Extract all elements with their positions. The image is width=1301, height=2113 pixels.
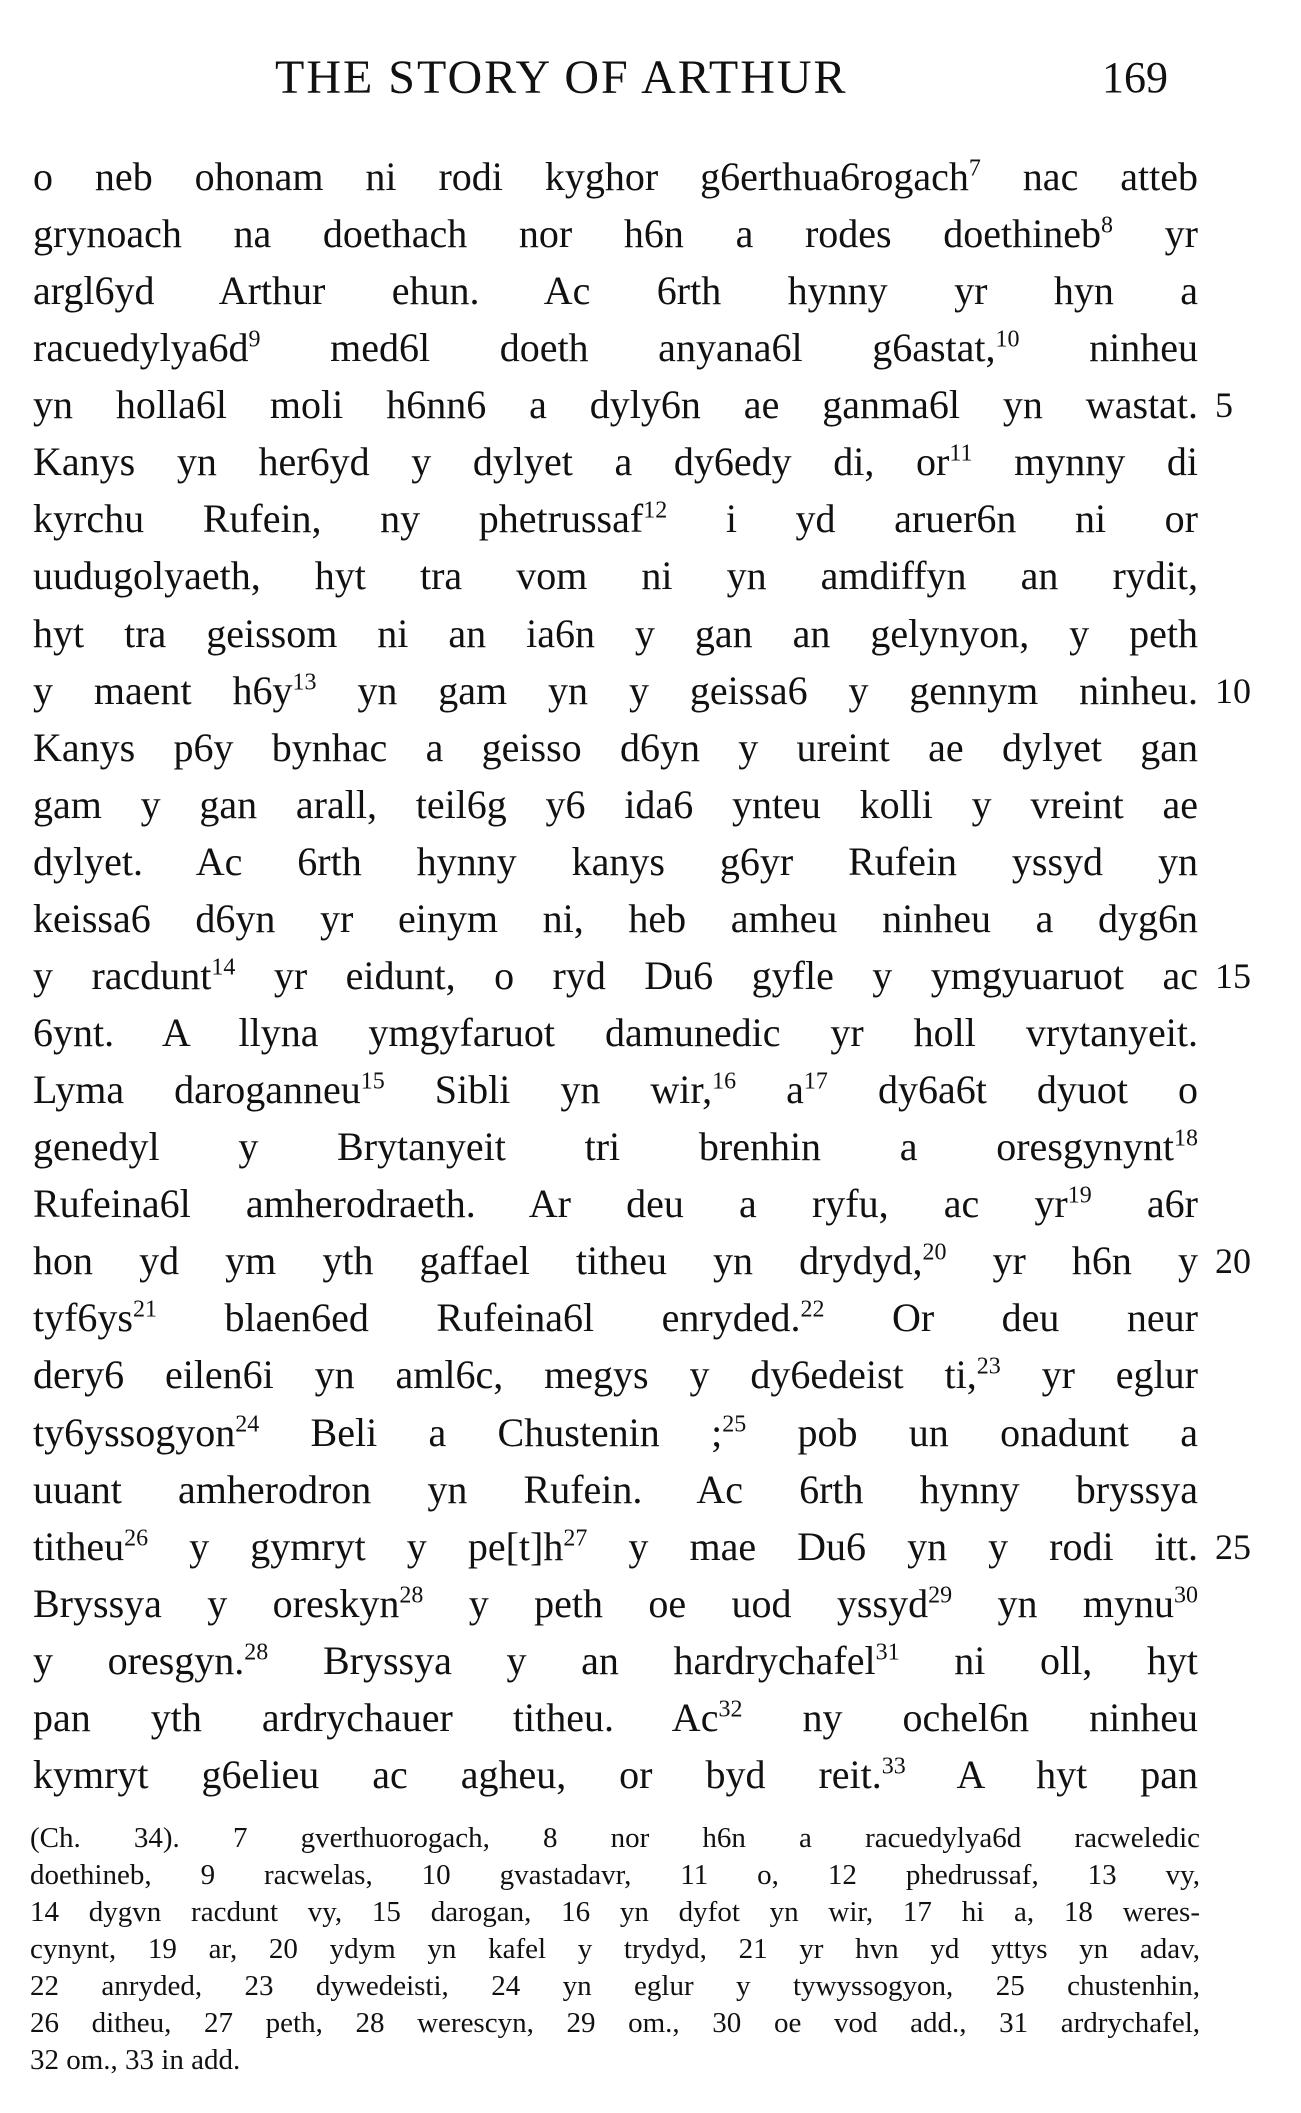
text-segment: pob un onadunt a [746,1410,1198,1455]
note-line: 26 ditheu, 27 peth, 28 werescyn, 29 om., 30 oe vod add., 31 ardrychafel, [30,2007,1200,2039]
text-segment: dylyet. Ac 6rth hynny kanys g6yr Rufein yssyd yn [33,839,1198,884]
text-line [33,490,1198,548]
text-segment: genedyl y Brytanyeit tri brenhin a oresgynynt [33,1124,1174,1169]
footnote-marker: 33 [881,1753,906,1780]
text-line [33,205,1198,263]
page-number: 169 [1102,53,1168,102]
text-segment: y gymryt y pe[t]h [148,1524,564,1569]
note-line: cynynt, 19 ar, 20 ydym yn kafel y trydyd, 21 yr hvn yd yttys yn adav, [30,1933,1200,1965]
footnote-marker: 16 [712,1068,737,1095]
footnote-marker: 19 [1067,1182,1092,1209]
text-line [33,776,1198,834]
text-line [33,1232,1198,1290]
text-line [33,1004,1198,1062]
text-segment: yn mynu [952,1581,1174,1626]
text-line [33,662,1198,720]
text-segment: keissa6 d6yn yr einym ni, heb amheu ninheu a dyg6n [33,896,1198,941]
text-line [33,262,1198,320]
text-segment: med6l doeth anyana6l g6astat, [260,325,996,370]
text-segment: tyf6ys [33,1295,133,1340]
margin-line-number: 25 [1215,1527,1251,1567]
footnote-marker: 23 [976,1353,1001,1380]
text-segment: Lyma daroganneu [33,1067,361,1112]
note-line: 22 anryded, 23 dywedeisti, 24 yn eglur y tywyssogyon, 25 chustenhin, [30,1970,1200,2002]
footnote-marker: 20 [922,1239,947,1266]
text-segment: i yd aruer6n ni or [667,496,1198,541]
footnote-marker: 28 [244,1639,269,1666]
text-segment: hon yd ym yth gaffael titheu yn drydyd, [33,1238,923,1283]
text-segment: mynny di [972,439,1199,484]
footnote-marker: 8 [1101,212,1114,239]
text-segment: racuedylya6d [33,325,249,370]
text-line [33,1746,1198,1804]
footnote-marker: 24 [235,1411,260,1438]
text-line [33,947,1198,1005]
text-segment: blaen6ed Rufeina6l enryded. [157,1295,801,1340]
text-line [33,433,1198,491]
footnote-marker: 7 [968,155,981,182]
footnote-marker: 17 [803,1068,828,1095]
footnote-marker: 15 [360,1068,385,1095]
note-line: doethineb, 9 racwelas, 10 gvastadavr, 11 o, 12 phedrussaf, 13 vy, [30,1859,1200,1891]
text-line [33,1518,1198,1576]
footnote-marker: 29 [928,1582,953,1609]
text-line [33,1461,1198,1519]
footnote-marker: 32 [718,1696,743,1723]
text-segment: argl6yd Arthur ehun. Ac 6rth hynny yr hyn a [33,268,1198,313]
text-segment: y racdunt [33,953,212,998]
text-segment: kyrchu Rufein, ny phetrussaf [33,496,644,541]
text-segment: 6ynt. A llyna ymgyfaruot damunedic yr holl vrytanyeit. [33,1010,1198,1055]
text-segment: Beli a Chustenin ; [259,1410,723,1455]
text-segment: yr eglur [1000,1352,1198,1397]
page-title: THE STORY OF ARTHUR [275,51,848,104]
text-line [33,890,1198,948]
text-segment: dery6 eilen6i yn aml6c, megys y dy6edeist ti, [33,1352,977,1397]
text-segment: Bryssya y oreskyn [33,1581,400,1626]
text-line [33,1404,1198,1462]
text-segment: gam y gan arall, teil6g y6 ida6 ynteu kolli y vreint ae [33,782,1198,827]
text-segment: Bryssya y an hardrychafel [268,1638,876,1683]
note-line: 32 om., 33 in add. [30,2044,241,2076]
note-line: 14 dygvn racdunt vy, 15 darogan, 16 yn dyfot yn wir, 17 hi a, 18 weres- [30,1896,1200,1928]
footnote-marker: 13 [292,669,317,696]
text-line [33,1346,1198,1404]
text-segment: Kanys p6y bynhac a geisso d6yn y ureint ae dylyet gan [33,725,1198,770]
text-segment: titheu [33,1524,125,1569]
note-line: (Ch. 34). 7 gverthuorogach, 8 nor h6n a racuedylya6d racweledic [30,1822,1200,1854]
text-segment: ni oll, hyt [899,1638,1199,1683]
text-segment: ninheu [1019,325,1198,370]
text-segment: A hyt pan [905,1752,1199,1797]
text-segment: ny ochel6n ninheu [742,1695,1198,1740]
text-line [33,1689,1198,1747]
margin-line-number: 5 [1215,385,1233,425]
footnote-marker: 28 [399,1582,424,1609]
text-line [33,1289,1198,1347]
footnote-marker: 18 [1174,1125,1198,1152]
footnote-marker: 14 [211,954,236,981]
text-segment: y peth oe uod yssyd [423,1581,929,1626]
text-segment: y oresgyn. [33,1638,245,1683]
footnote-marker: 27 [563,1525,588,1552]
text-segment: yn gam yn y geissa6 y gennym ninheu. [316,668,1198,713]
text-segment: hyt tra geissom ni an ia6n y gan an gelynyon, y peth [33,611,1198,656]
text-line [33,1175,1198,1233]
text-segment: yn holla6l moli h6nn6 a dyly6n ae ganma6l yn wastat. [33,382,1198,427]
text-line [33,1575,1198,1633]
footnote-marker: 25 [722,1411,747,1438]
margin-line-number: 20 [1215,1241,1251,1281]
footnote-marker: 10 [995,326,1020,353]
text-segment: dy6a6t dyuot o [827,1067,1198,1112]
text-line [33,1061,1198,1119]
text-segment: yr h6n y [946,1238,1198,1283]
text-segment: y maent h6y [33,668,293,713]
text-segment: yr eidunt, o ryd Du6 gyfle y ymgyuaruot ac [235,953,1198,998]
text-segment: a [736,1067,804,1112]
text-line [33,1118,1198,1176]
text-segment: nac atteb [980,154,1198,199]
running-head [0,48,1301,108]
text-line [33,833,1198,891]
text-segment: uuant amherodron yn Rufein. Ac 6rth hynny bryssya [33,1467,1198,1512]
margin-line-number: 10 [1215,671,1251,711]
text-segment: yr [1113,211,1198,256]
text-segment: Sibli yn wir, [384,1067,713,1112]
footnote-marker: 21 [133,1296,157,1323]
text-segment: a6r [1091,1181,1199,1226]
text-line [33,319,1198,377]
text-segment: Rufeina6l amherodraeth. Ar deu a ryfu, ac yr [33,1181,1068,1226]
text-line [33,376,1198,434]
footnote-marker: 22 [800,1296,825,1323]
text-line [33,547,1198,605]
text-segment: pan yth ardrychauer titheu. Ac [33,1695,719,1740]
text-segment: y mae Du6 yn y rodi itt. [587,1524,1198,1569]
footnote-marker: 12 [643,497,668,524]
text-segment: Or deu neur [824,1295,1198,1340]
text-line [33,605,1198,663]
footnote-marker: 30 [1174,1582,1198,1609]
text-line [33,719,1198,777]
text-segment: ty6yssogyon [33,1410,236,1455]
text-segment: grynoach na doethach nor h6n a rodes doethineb [33,211,1102,256]
text-line [33,148,1198,206]
text-segment: kymryt g6elieu ac agheu, or byd reit. [33,1752,882,1797]
text-segment: Kanys yn her6yd y dylyet a dy6edy di, or [33,439,950,484]
footnote-marker: 11 [949,440,973,467]
footnote-marker: 9 [248,326,261,353]
text-line [33,1632,1198,1690]
footnote-marker: 31 [875,1639,900,1666]
text-segment: uudugolyaeth, hyt tra vom ni yn amdiffyn an rydit, [33,553,1198,598]
margin-line-number: 15 [1215,956,1251,996]
text-segment: o neb ohonam ni rodi kyghor g6erthua6rogach [33,154,969,199]
footnote-marker: 26 [124,1525,149,1552]
